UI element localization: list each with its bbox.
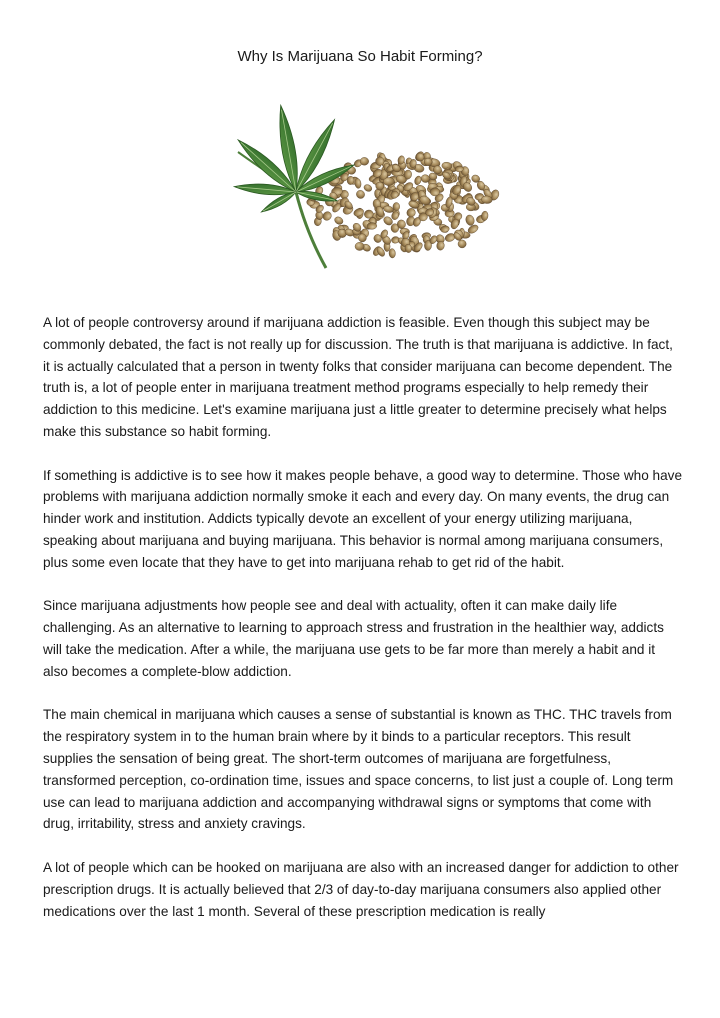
seed-shape	[383, 178, 394, 186]
paragraph-2: If something is addictive is to see how it makes people behave, a good way to determine. Those who have problems with marijuana addiction normally smoke it each and every day. On many events, the drug can hinder work and institution. Addicts typically devote an excellent of your energy utilizing marijuana, speaking about marijuana and buying marijuana. This behavior is normal among marijuana consumers, plus some even locate that they have to get into marijuana rehab to get rid of the habit.	[43, 467, 683, 570]
page-title: Why Is Marijuana So Habit Forming?	[237, 48, 483, 65]
seed-shape	[347, 176, 355, 185]
seed-shape	[333, 215, 344, 226]
seed-shape	[383, 205, 394, 214]
paragraph-4: The main chemical in marijuana which causes a sense of substantial is known as THC. THC travels from the respiratory system in to the human brain where by it binds to a particular receptors. This result supplies the sensation of being great. The short-term outcomes of marijuana are forgetfulness, transformed perception, co-ordination time, issues and space concerns, to list just a couple of. Long term use can lead to marijuana addiction and accompanying withdrawal signs or symptoms that come with drug, irritability, stress and anxiety cravings.	[43, 707, 674, 832]
marijuana-leaf-seeds-illustration	[200, 100, 520, 280]
article-body	[43, 312, 683, 944]
seed-shape	[354, 178, 362, 189]
seed-shape	[465, 214, 476, 227]
seed-shape	[455, 166, 464, 172]
paragraph-1: A lot of people controversy around if marijuana addiction is feasible. Even though this subject may be commonly debated, the fact is not really up for discussion. The truth is that marijuana is addictive. In fact, it is actually calculated that a person in twenty folks that consider marijuana can become dependent. The truth is, a lot of people enter in marijuana treatment method programs especially to help remedy their addiction to this medicine. Let's examine marijuana just a little greater to determine precisely what helps make this substance so habit forming.	[43, 315, 673, 439]
paragraph-5: A lot of people which can be hooked on marijuana are also with an increased danger for addiction to other prescription drugs. It is actually believed that 2/3 of day-to-day marijuana consumers also applied other medications over the last 1 month. Several of these prescription medication is really	[43, 859, 679, 919]
seed-shape	[355, 242, 364, 250]
seed-shape	[363, 183, 373, 192]
seed-shape	[389, 248, 396, 258]
hero-image	[200, 100, 520, 280]
seed-shape	[413, 175, 422, 186]
seed-shape	[393, 202, 400, 210]
seed-shape	[355, 189, 367, 201]
paragraph-3: Since marijuana adjustments how people see and deal with actuality, often it can make daily life challenging. As an alternative to learning to approach stress and frustration in the healthier way, addicts will take the medication. After a while, the marijuana use gets to be far more than merely a habit and it also becomes a complete-blow addiction.	[43, 598, 664, 679]
